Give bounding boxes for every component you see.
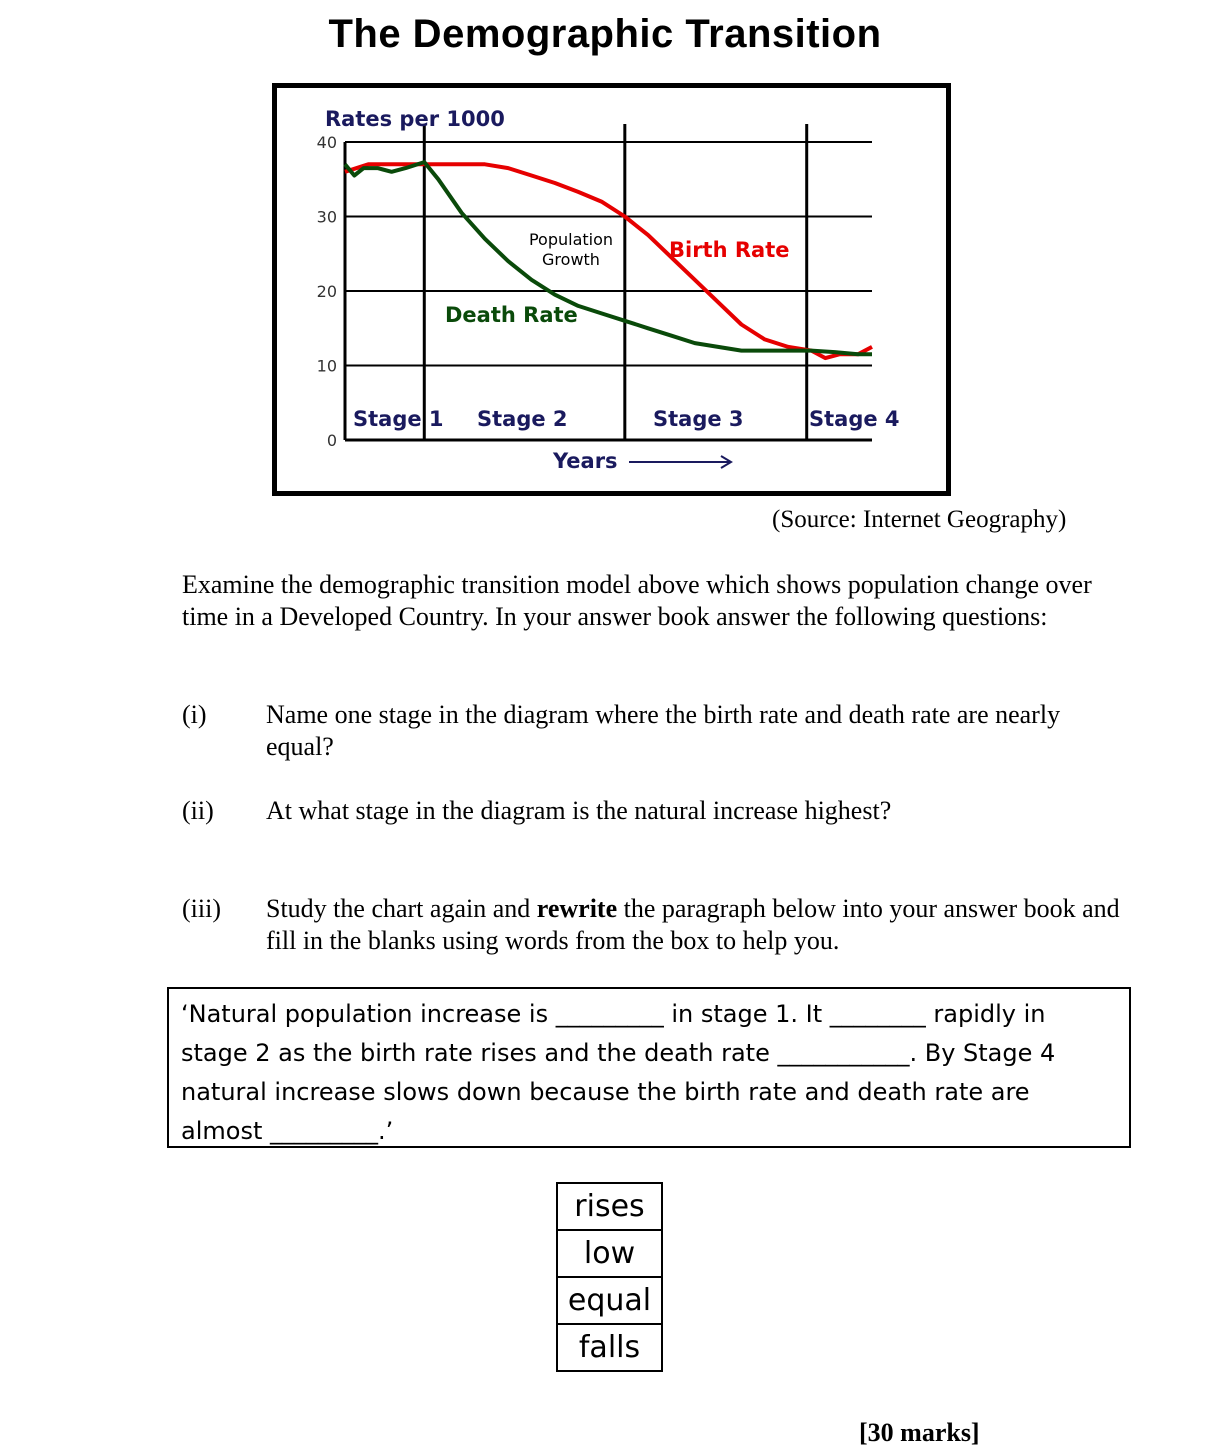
birth-rate-label: Birth Rate	[669, 238, 790, 262]
stage-label-2: Stage 2	[477, 407, 568, 431]
word-bank	[556, 1182, 663, 1372]
question-number: (iii)	[182, 894, 221, 923]
demographic-transition-chart	[272, 83, 951, 496]
cloze-blank: ___________	[777, 1039, 910, 1067]
stage-dividers	[424, 124, 806, 440]
question-text-part: Study the chart again and	[266, 894, 537, 923]
y-tick-label: 10	[316, 356, 337, 376]
y-tick-labels	[317, 133, 337, 450]
y-tick-label: 20	[316, 282, 337, 301]
cloze-blank: _________	[269, 1117, 378, 1145]
intro-paragraph: Examine the demographic transition model above which shows population change over time in a Developed Country. In your answer book answer the following questions:	[182, 570, 1092, 631]
cloze-text: rapidly in stage 2 as the birth rate rises and the death rate	[181, 1000, 1046, 1067]
question-text-part: the paragraph below into your answer book and fill in the blanks using words from the box to help you.	[266, 894, 1120, 955]
question-text: At what stage in the diagram is the natural increase highest?	[266, 796, 892, 825]
y-tick-label: 0	[326, 431, 337, 450]
cloze-text: ‘Natural population increase is	[181, 1000, 556, 1028]
y-tick-label: 40	[316, 133, 337, 152]
question-number: (i)	[182, 700, 207, 729]
cloze-blank: ________	[829, 1000, 926, 1028]
stage-label-4: Stage 4	[809, 407, 900, 431]
chart-svg	[277, 88, 946, 491]
total-marks: [30 marks]	[859, 1418, 980, 1447]
word-bank-item: low	[558, 1231, 661, 1278]
word-bank-item: rises	[558, 1184, 661, 1231]
y-axis-label: Rates per 1000	[325, 107, 505, 131]
source-note: (Source: Internet Geography)	[772, 506, 1067, 533]
population-growth-label-line2: Growth	[542, 250, 600, 269]
stage-label-1: Stage 1	[353, 407, 444, 431]
stage-label-3: Stage 3	[653, 407, 744, 431]
cloze-text: . By Stage 4 natural increase slows down because the birth rate and death rate are almost	[181, 1039, 1056, 1145]
cloze-text: .’	[377, 1117, 394, 1145]
cloze-text: in stage 1. It	[663, 1000, 830, 1028]
cloze-paragraph-box	[167, 987, 1131, 1148]
population-growth-label-line1: Population	[528, 230, 614, 249]
question-text: Name one stage in the diagram where the birth rate and death rate are nearly equal?	[266, 700, 1061, 761]
word-bank-item: equal	[558, 1278, 661, 1325]
question-text-bold: rewrite	[536, 894, 618, 923]
x-axis-label: Years	[553, 449, 618, 473]
word-bank-item: falls	[578, 1330, 641, 1365]
question-number: (ii)	[182, 796, 214, 825]
cloze-blank: _________	[555, 1000, 664, 1028]
y-tick-label: 30	[316, 207, 337, 227]
page-title: The Demographic Transition	[328, 12, 882, 56]
death-rate-label: Death Rate	[445, 303, 578, 327]
question-text	[266, 893, 1126, 957]
population-growth-label	[529, 230, 613, 269]
